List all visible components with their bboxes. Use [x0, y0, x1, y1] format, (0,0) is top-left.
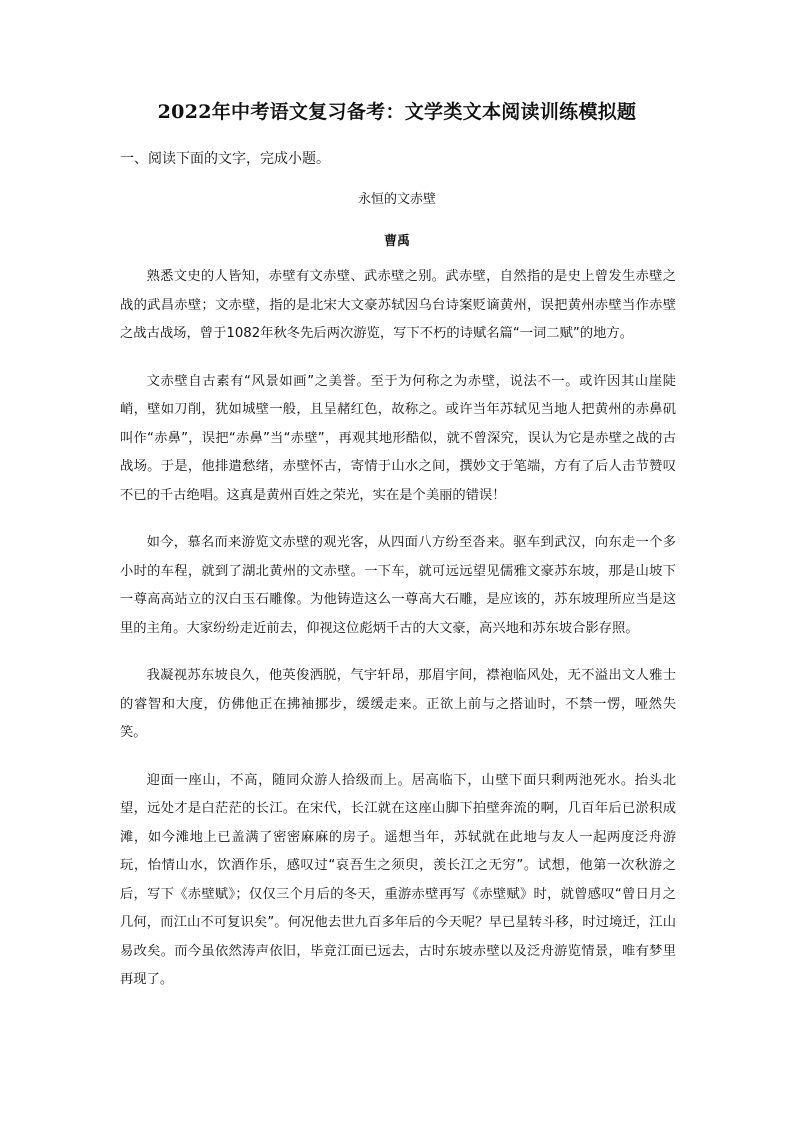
article-title: 永恒的文赤壁 [357, 192, 436, 207]
document-title: 2022年中考语文复习备考：文学类文本阅读训练模拟题 [157, 101, 637, 123]
article-author: 曹禹 [383, 234, 410, 249]
paragraph: 我凝视苏东坡良久，他英俊洒脱，气宇轩昂，那眉宇间，襟袍临风处，无不溢出文人雅士的睿智和大度，仿佛他正在拂袖挪步，缓缓走来。正欲上前与之搭讪时，不禁一愣，哑然失笑。 [120, 668, 676, 740]
paragraph: 如今，慕名而来游览文赤壁的观光客，从四面八方纷至沓来。驱车到武汉，向东走一个多小时的车程，就到了湖北黄州的文赤壁。一下车，就可远远望见儒雅文豪苏东坡，那是山坡下一尊高高站立的汉白玉石雕像。为他铸造这么一尊高大石雕，是应该的，苏东坡理所应当是这里的主角。大家纷纷走近前去，仰视这位彪炳千古的大文豪，高兴地和苏东坡合影存照。 [120, 535, 676, 636]
article-body [120, 263, 676, 1014]
paragraph: 迎面一座山，不高，随同众游人拾级而上。居高临下，山壁下面只剩两池死水。抬头北望，远处才是白茫茫的长江。在宋代，长江就在这座山脚下拍壁奔流的啊，几百年后已淤积成滩，如今滩地上已盖满了密密麻麻的房子。遥想当年，苏轼就在此地与友人一起两度泛舟游玩，怡情山水，饮酒作乐，感叹过“哀吾生之须臾，羡长江之无穷”。试想，他第一次秋游之后，写下《赤壁赋》；仅仅三个月后的冬天，重游赤壁再写《赤壁赋》时，就曾感叹“曾日月之几何，而江山不可复识矣”。何况他去世九百多年后的今天呢？早已星转斗移，时过境迁，江山易改矣。而今虽依然涛声依旧，毕竟江面已远去，古时东坡赤壁以及泛舟游览情景，唯有梦里再现了。 [120, 772, 676, 987]
paragraph: 熟悉文史的人皆知，赤壁有文赤壁、武赤壁之别。武赤壁，自然指的是史上曾发生赤壁之战的武昌赤壁；文赤壁，指的是北宋大文豪苏轼因乌台诗案贬谪黄州，误把黄州赤壁当作赤壁之战古战场，曾于1082年秋冬先后两次游览，写下不朽的诗赋名篇“一词二赋”的地方。 [120, 269, 676, 341]
section-heading: 一、阅读下面的文字，完成小题。 [120, 151, 330, 167]
paragraph: 文赤壁自古素有“风景如画”之美誉。至于为何称之为赤壁，说法不一。或许因其山崖陡峭，壁如刀削，犹如城壁一般，且呈赭红色，故称之。或许当年苏轼见当地人把黄州的赤鼻矶叫作“赤鼻”，误把“赤鼻”当“赤壁”，再观其地形酷似，就不曾深究，误认为它是赤壁之战的古战场。于是，他排遣愁绪，赤壁怀古，寄情于山水之间，撰妙文于笔端，方有了后人击节赞叹不已的千古绝唱。这真是黄州百姓之荣光，实在是个美丽的错误！ [120, 373, 676, 503]
